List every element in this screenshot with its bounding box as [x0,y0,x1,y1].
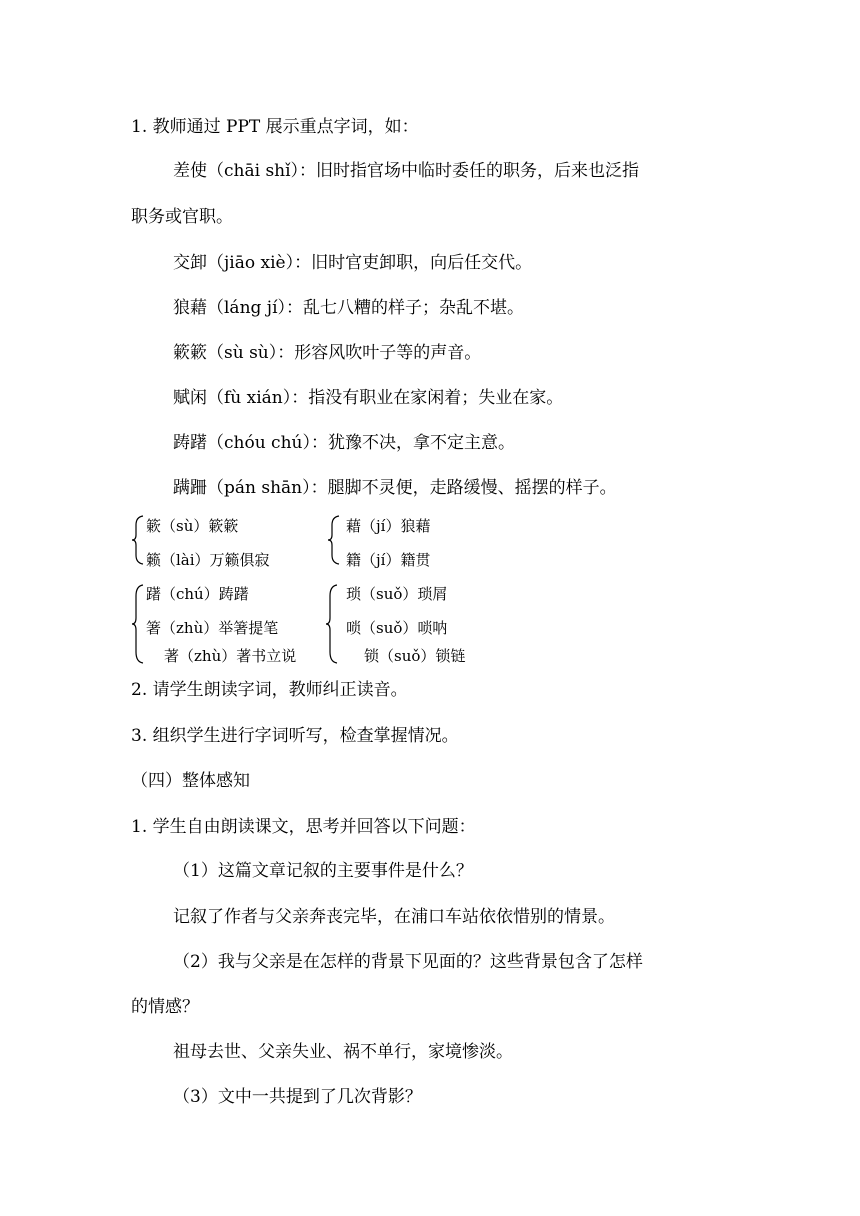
group-4-item-2: 唢（suǒ）唢呐 [346,619,448,637]
group-1-item-1: 簌（sù）簌簌 [146,517,239,535]
brace-group-4 [325,584,339,664]
step-2-text: 2. 请学生朗读字词，教师纠正读音。 [131,680,408,700]
group-2-item-1: 藉（jí）狼藉 [346,517,431,535]
group-3-item-2: 箸（zhù）举箸提笔 [146,619,279,637]
vocab-chaishi: 差使（chāi shǐ）：旧时指官场中临时委任的职务，后来也泛指 [173,161,640,181]
question-2-cont: 的情感？ [131,997,199,1017]
brace-group-2 [327,515,341,565]
vocab-chouchu: 踌躇（chóu chú）：犹豫不决，拿不定主意。 [173,433,515,453]
group-1-item-2: 籁（lài）万籁俱寂 [146,551,270,569]
vocab-jiaoxie: 交卸（jiāo xiè）：旧时官吏卸职，向后任交代。 [173,253,533,273]
answer-2: 祖母去世、父亲失业、祸不单行，家境惨淡。 [173,1042,513,1062]
vocab-panshan: 蹒跚（pán shān）：腿脚不灵便，走路缓慢、摇摆的样子。 [173,478,617,498]
brace-group-1 [131,515,145,565]
question-3: （3）文中一共提到了几次背影？ [173,1087,422,1107]
overall-step-1: 1. 学生自由朗读课文，思考并回答以下问题： [131,817,476,837]
group-4-item-1: 琐（suǒ）琐屑 [346,585,448,603]
answer-1: 记叙了作者与父亲奔丧完毕，在浦口车站依依惜别的情景。 [173,907,615,927]
question-2: （2）我与父亲是在怎样的背景下见面的？这些背景包含了怎样 [173,952,643,972]
group-3-item-1: 躇（chú）踌躇 [146,585,249,603]
step-3-text: 3. 组织学生进行字词听写，检查掌握情况。 [131,726,459,746]
brace-group-3 [131,584,145,664]
vocab-susu: 簌簌（sù sù）：形容风吹叶子等的声音。 [173,343,482,363]
question-1: （1）这篇文章记叙的主要事件是什么？ [173,861,473,881]
section-heading: （四）整体感知 [131,771,250,791]
step-1-text: 1. 教师通过 PPT 展示重点字词，如： [131,117,419,137]
vocab-fuxian: 赋闲（fù xián）：指没有职业在家闲着；失业在家。 [173,388,564,408]
vocab-langji: 狼藉（láng jí）：乱七八糟的样子；杂乱不堪。 [173,298,525,318]
group-2-item-2: 籍（jí）籍贯 [346,551,431,569]
group-4-item-3: 锁（suǒ）锁链 [364,647,466,665]
group-3-item-3: 著（zhù）著书立说 [164,647,297,665]
vocab-chaishi-cont: 职务或官职。 [131,207,233,227]
